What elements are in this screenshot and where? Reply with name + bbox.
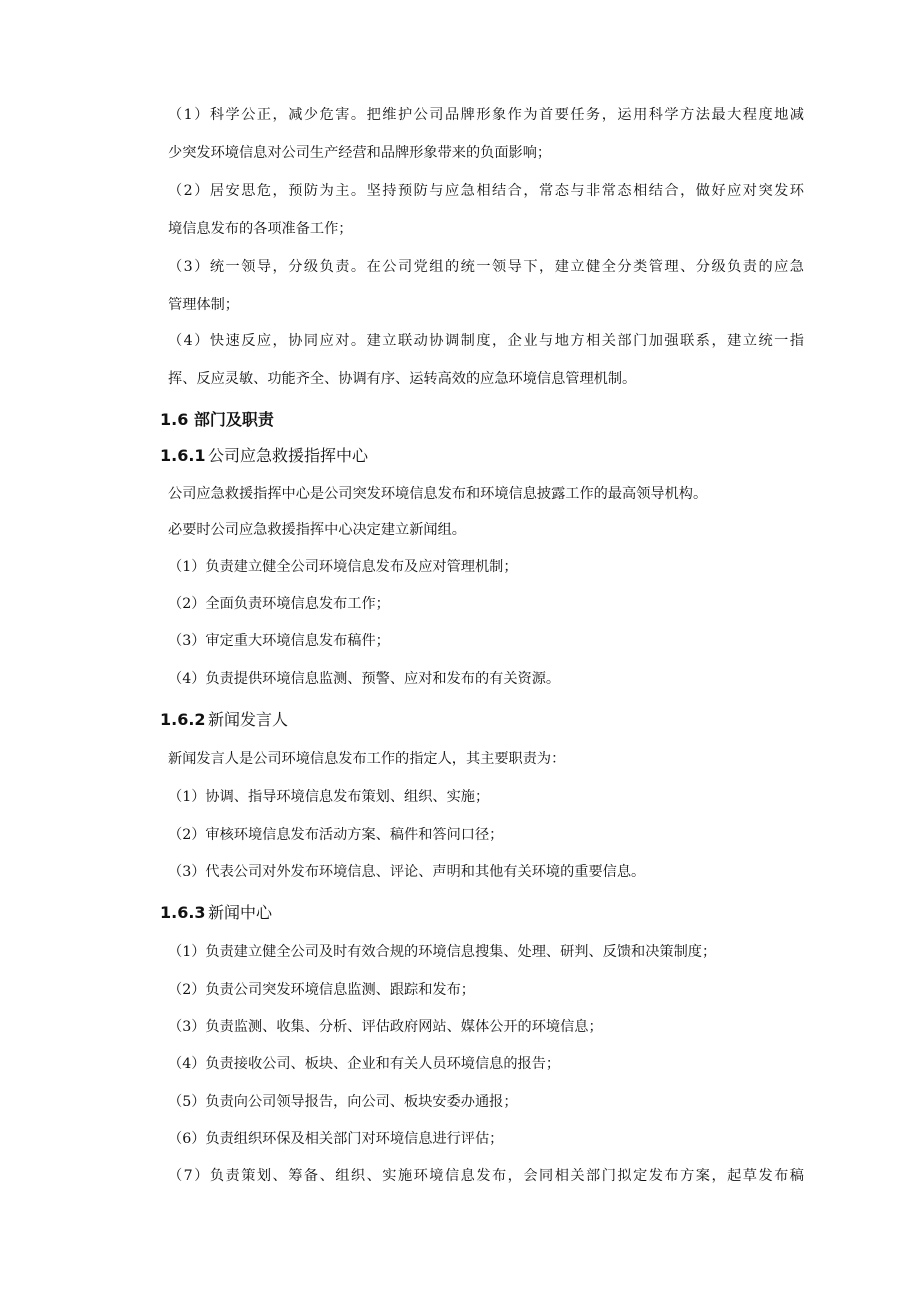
section-heading-1-6-3 bbox=[160, 900, 796, 923]
section-number: 1.6.1 bbox=[160, 446, 206, 465]
list-item: （3）审定重大环境信息发布稿件； bbox=[168, 633, 390, 649]
list-item: （2）审核环境信息发布活动方案、稿件和答问口径； bbox=[168, 827, 504, 843]
principle-1-line-2: 少突发环境信息对公司生产经营和品牌形象带来的负面影响； bbox=[168, 145, 552, 161]
principle-2-line-1: （2）居安思危，预防为主。坚持预防与应急相结合，常态与非常态相结合，做好应对突发环 bbox=[168, 183, 804, 199]
list-item: （3）代表公司对外发布环境信息、评论、声明和其他有关环境的重要信息。 bbox=[168, 864, 646, 880]
list-item: （1）协调、指导环境信息发布策划、组织、实施； bbox=[168, 789, 490, 805]
paragraph: 必要时公司应急救援指挥中心决定建立新闻组。 bbox=[168, 522, 466, 538]
principle-3-line-2: 管理体制； bbox=[168, 297, 239, 313]
section-title: 公司应急救援指挥中心 bbox=[208, 446, 369, 465]
list-item: （4）负责提供环境信息监测、预警、应对和发布的有关资源。 bbox=[168, 671, 561, 687]
list-item: （6）负责组织环保及相关部门对环境信息进行评估； bbox=[168, 1131, 504, 1147]
list-item: （1）负责建立健全公司及时有效合规的环境信息搜集、处理、研判、反馈和决策制度； bbox=[168, 944, 717, 960]
section-number: 1.6.2 bbox=[160, 710, 206, 729]
section-heading-1-6: 1.6 部门及职责 bbox=[160, 410, 274, 429]
section-heading-1-6-1 bbox=[160, 443, 796, 466]
section-heading-1-6-2 bbox=[160, 707, 796, 730]
list-item: （2）全面负责环境信息发布工作； bbox=[168, 596, 390, 612]
section-title: 新闻中心 bbox=[208, 903, 273, 922]
list-item: （7）负责策划、筹备、组织、实施环境信息发布，会同相关部门拟定发布方案，起草发布稿 bbox=[168, 1168, 804, 1184]
paragraph: 新闻发言人是公司环境信息发布工作的指定人，其主要职责为： bbox=[168, 751, 566, 767]
principle-4-line-2: 挥、反应灵敏、功能齐全、协调有序、运转高效的应急环境信息管理机制。 bbox=[168, 371, 637, 387]
principle-3-line-1: （3）统一领导，分级负责。在公司党组的统一领导下，建立健全分类管理、分级负责的应急 bbox=[168, 259, 804, 275]
list-item: （3）负责监测、收集、分析、评估政府网站、媒体公开的环境信息； bbox=[168, 1019, 603, 1035]
principle-2-line-2: 境信息发布的各项准备工作； bbox=[168, 221, 353, 237]
paragraph: 公司应急救援指挥中心是公司突发环境信息发布和环境信息披露工作的最高领导机构。 bbox=[168, 486, 708, 502]
section-number: 1.6.3 bbox=[160, 903, 206, 922]
principle-4-line-1: （4）快速反应，协同应对。建立联动协调制度，企业与地方相关部门加强联系，建立统一指 bbox=[168, 333, 804, 349]
list-item: （2）负责公司突发环境信息监测、跟踪和发布； bbox=[168, 982, 475, 998]
principle-1-line-1: （1）科学公正，减少危害。把维护公司品牌形象作为首要任务，运用科学方法最大程度地减 bbox=[168, 107, 804, 123]
list-item: （1）负责建立健全公司环境信息发布及应对管理机制； bbox=[168, 559, 518, 575]
list-item: （4）负责接收公司、板块、企业和有关人员环境信息的报告； bbox=[168, 1056, 561, 1072]
section-title: 新闻发言人 bbox=[208, 710, 289, 729]
list-item: （5）负责向公司领导报告，向公司、板块安委办通报； bbox=[168, 1094, 518, 1110]
